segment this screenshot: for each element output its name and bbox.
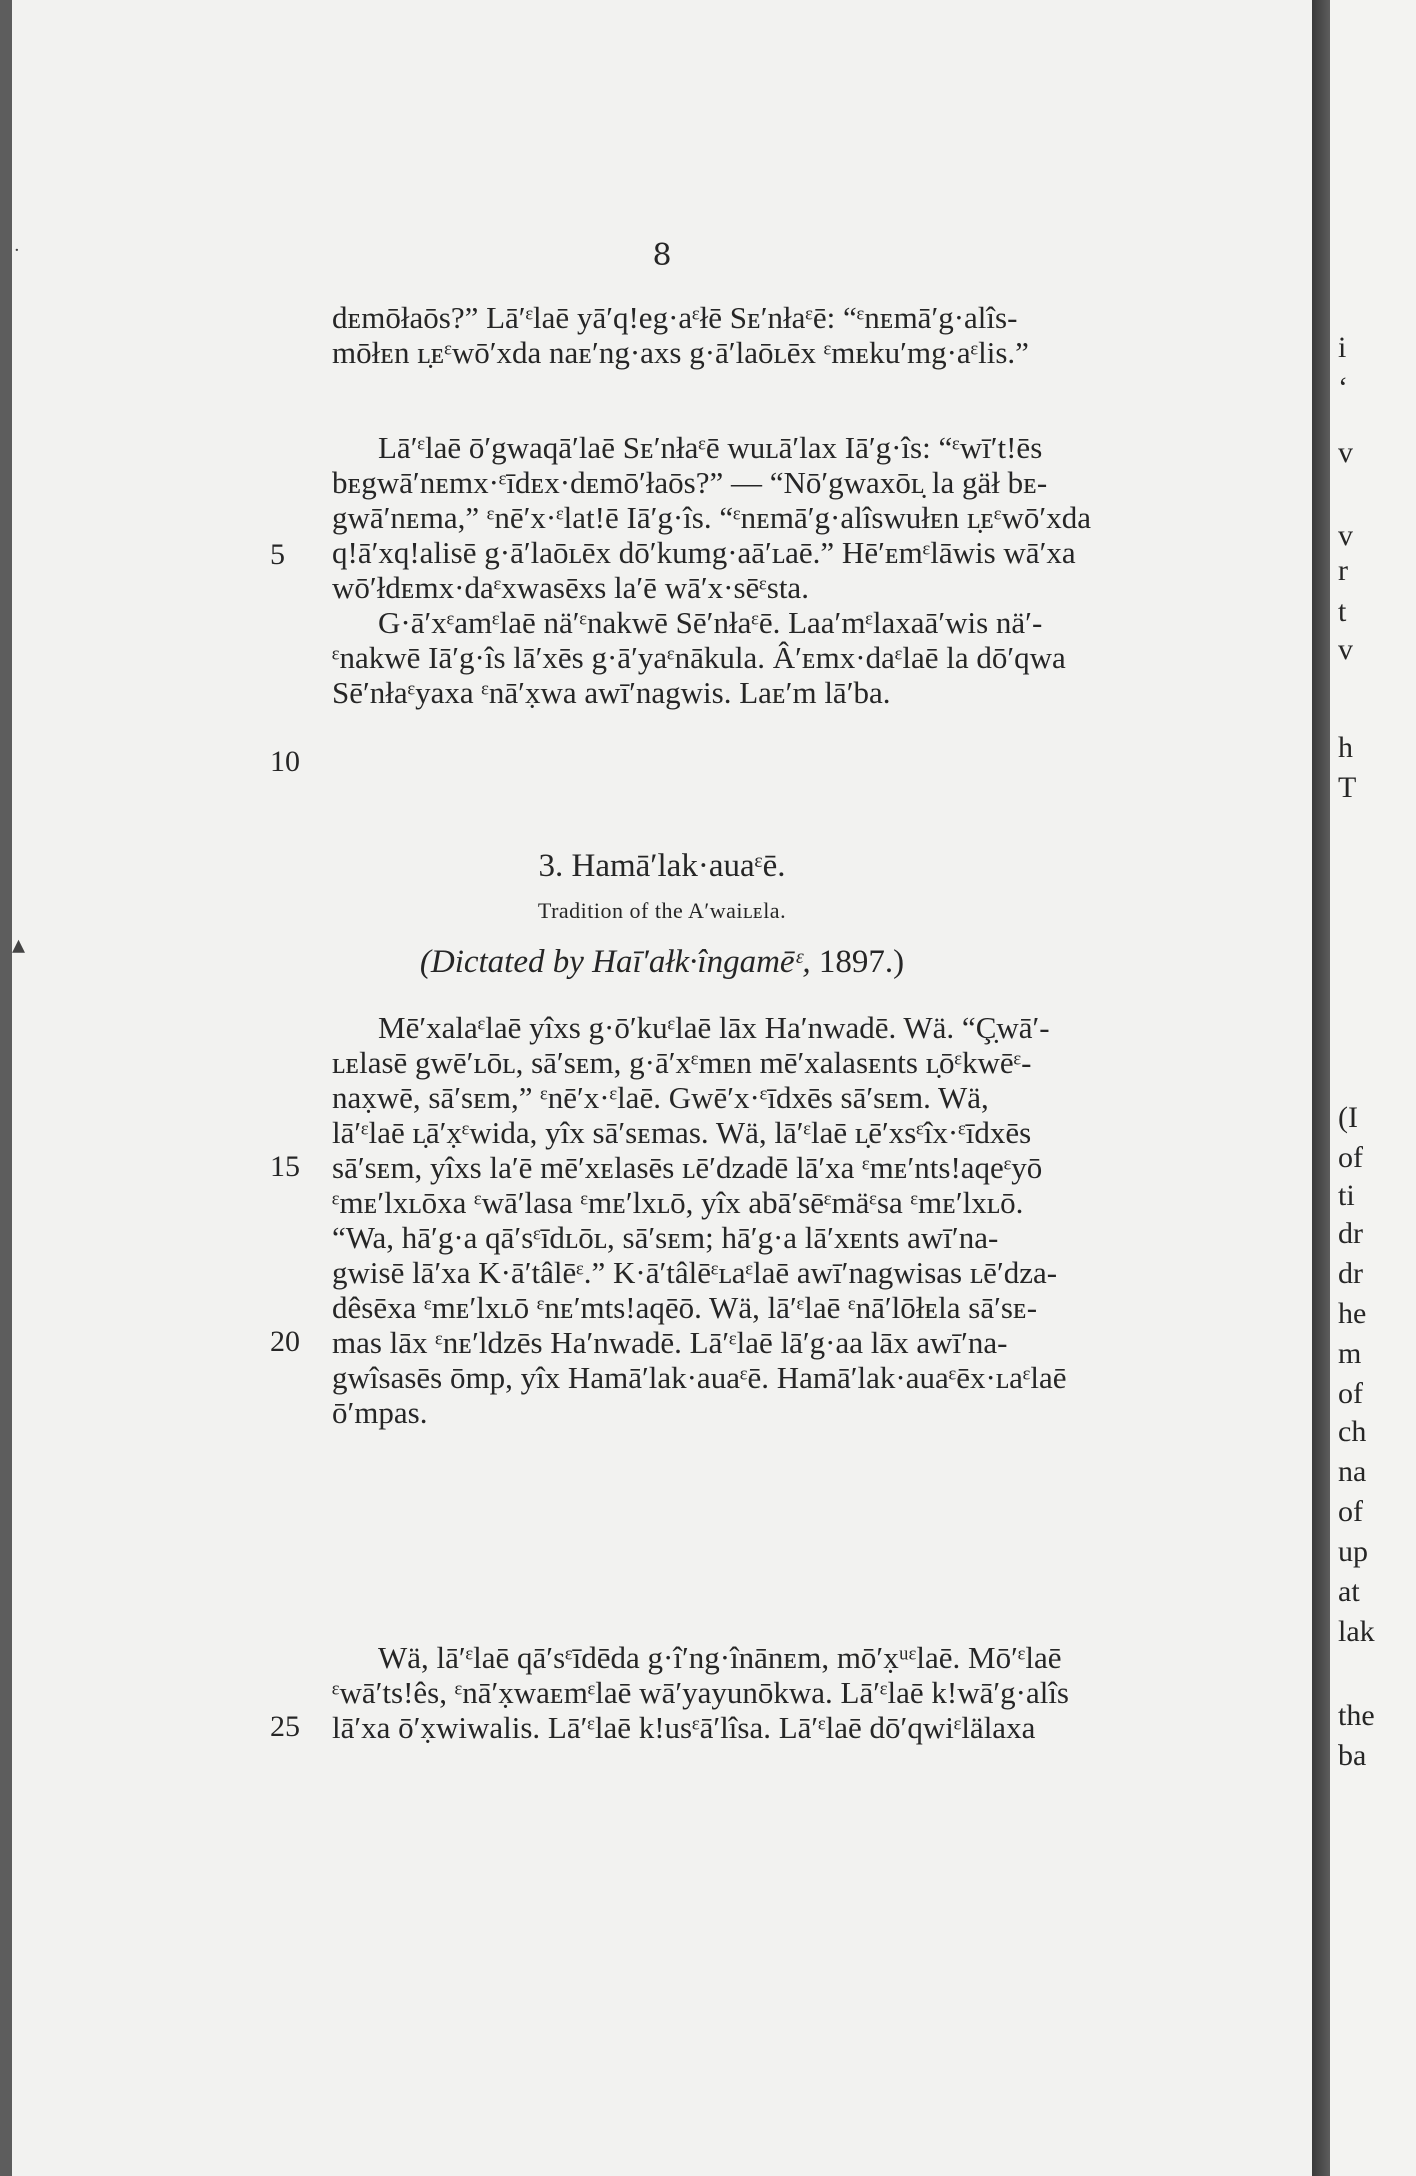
text-line: dêsēxa ᵋmᴇ′lxʟō ᵋnᴇ′mts!aqēō. Wä, lā′ᵋlaē ᵋnā′lōłᴇla sā′sᴇ- (332, 1290, 1038, 1325)
facing-page-fragment: i (1338, 331, 1347, 364)
text-line: Wä, lā′ᵋlaē qā′sᵋīdēda g·î′ng·înānᴇm, mō′x̣ᵘᵋlaē. Mō′ᵋlaē (378, 1640, 1062, 1675)
dictation-note-italic: (Dictated by Haī′ałk·îngamēᵋ, (419, 944, 811, 980)
facing-page-fragment: dr (1338, 1257, 1363, 1290)
facing-page-fragment: up (1338, 1535, 1368, 1568)
book-page (12, 0, 1312, 2176)
line-number: 15 (270, 1150, 300, 1183)
facing-page-fragment: of (1338, 1141, 1363, 1174)
facing-page-fragment: T (1338, 771, 1357, 804)
facing-page-fragment: he (1338, 1297, 1367, 1330)
text-line: lā′xa ō′x̣wiwalis. Lā′ᵋlaē k!usᵋā′lîsa. Lā′ᵋlaē dō′qwiᵋlälaxa (332, 1710, 1036, 1745)
text-block-4 (332, 1640, 1252, 1745)
facing-page-fragment: v (1338, 519, 1353, 552)
facing-page-fragment: ti (1338, 1179, 1355, 1212)
page-number: 8 (652, 238, 672, 273)
text-line: G·ā′xᵋamᵋlaē nä′ᵋnakwē Sē′nłaᵋē. Laa′mᵋlaxaā′wis nä′- (378, 605, 1043, 640)
facing-page-fragment: of (1338, 1377, 1363, 1410)
text-line: bᴇgwā′nᴇmx·ᵋīdᴇx·dᴇmō′łaōs?” — “Nō′gwaxōʟ̣ la gäł bᴇ- (332, 465, 1048, 500)
line-number: 25 (270, 1710, 300, 1743)
text-line: mas lāx ᵋnᴇ′ldzēs Ha′nwadē. Lā′ᵋlaē lā′g·aa lāx awī′na- (332, 1325, 1008, 1360)
text-block-2 (332, 430, 1252, 710)
text-line: dᴇmōłaōs?” Lā′ᵋlaē yā′q!eg·aᵋłē Sᴇ′nłaᵋē: “ᵋnᴇmā′g·alîs- (332, 300, 1018, 335)
facing-page-fragment: ‘ (1338, 371, 1348, 404)
line-number: 10 (270, 745, 300, 778)
text-line: ᵋwā′ts!ês, ᵋnā′x̣waᴇmᵋlaē wā′yayunōkwa. Lā′ᵋlaē k!wā′g·alîs (332, 1675, 1069, 1710)
facing-page-fragment: at (1338, 1575, 1360, 1608)
dictation-note-year: 1897.) (818, 944, 905, 980)
text-line: ō′mpas. (332, 1395, 428, 1430)
text-line: gwisē lā′xa K·ā′tâlēᵋ.” K·ā′tâlēᵋʟaᵋlaē awī′nagwisas ʟē′dza- (332, 1255, 1058, 1290)
section-title: 3. Hamā′lak·auaᵋē. (538, 848, 786, 884)
text-line: q!ā′xq!alisē g·ā′laōʟēx dō′kumg·aā′ʟaē.” Hē′ᴇmᵋlāwis wā′xa (332, 535, 1076, 570)
text-line: “Wa, hā′g·a qā′sᵋīdʟōʟ, sā′sᴇm; hā′g·a lā′xᴇnts awī′na- (332, 1220, 999, 1255)
text-line: gwā′nᴇma,” ᵋnē′x·ᵋlat!ē Iā′g·îs. “ᵋnᴇmā′g·alîswułᴇn ʟ̣ᴇᵋwō′xda (332, 500, 1091, 535)
text-line: ʟᴇlasē g̣wē′ʟōʟ, sā′sᴇm, g·ā′xᵋmᴇn mē′xalasᴇnts ʟ̣ōᵋkwēᵋ- (332, 1045, 1032, 1080)
facing-page-fragment: the (1338, 1699, 1375, 1732)
text-line: Mē′xalaᵋlaē yîxs g·ō′kuᵋlaē lāx Ha′nwadē. Wä. “Ç̣wā′- (378, 1010, 1050, 1045)
text-block-1 (332, 300, 1252, 370)
facing-page-fragment: of (1338, 1495, 1363, 1528)
line-number: 5 (270, 538, 285, 571)
text-line: wō′łdᴇmx·daᵋxwasēxs la′ē wā′x·sēᵋsta. (332, 570, 809, 605)
facing-page-fragment: h (1338, 731, 1353, 764)
dictation-note (12, 944, 1312, 981)
text-line: ᵋmᴇ′lxʟōxa ᵋwā′lasa ᵋmᴇ′lxʟō, yîx abā′sēᵋmäᵋsa ᵋmᴇ′lxʟō. (332, 1185, 1024, 1220)
text-line: Sē′nłaᵋyaxa ᵋnā′x̣wa awī′nagwis. Laᴇ′m lā′ba. (332, 675, 891, 710)
text-line: nax̣wē, sā′sᴇm,” ᵋnē′x·ᵋlaē. Gwē′x·ᵋīdxēs sā′sᴇm. Wä, (332, 1080, 989, 1115)
facing-page-fragment: v (1338, 436, 1353, 469)
section-subtitle: Tradition of the A′waiʟᴇla. (537, 898, 787, 923)
text-line: gwîsasēs ōmp, yîx Hamā′lak·auaᵋē. Hamā′lak·auaᵋēx·ʟaᵋlaē (332, 1360, 1067, 1395)
facing-page-fragment: m (1338, 1337, 1362, 1370)
margin-speck: · (14, 240, 20, 261)
facing-page-fragment: na (1338, 1455, 1367, 1488)
text-line: lā′ᵋlaē ʟ̣ā′x̣ᵋwida, yîx sā′sᴇmas. Wä, lā′ᵋlaē ʟ̣ē′xsᵋîx·ᵋīdxēs (332, 1115, 1032, 1150)
text-line: Lā′ᵋlaē ō′gwaqā′laē Sᴇ′nłaᵋē wuʟā′lax Iā′g·îs: “ᵋwī′t!ēs (378, 430, 1043, 465)
line-number: 20 (270, 1325, 300, 1358)
facing-page-fragment: ch (1338, 1415, 1367, 1448)
page-gutter-shadow (1312, 0, 1330, 2176)
facing-page-fragment: (I (1338, 1101, 1358, 1134)
margin-speck: ▴ (12, 930, 26, 960)
facing-page-fragment: v (1338, 633, 1353, 666)
text-line: ᵋnakwē Iā′g·îs lā′xēs g·ā′yaᵋnākula. Â′ᴇmx·daᵋlaē la dō′qwa (332, 640, 1066, 675)
facing-page-fragment: ba (1338, 1739, 1367, 1772)
text-line: sā′sᴇm, yîxs la′ē mē′xᴇlasēs ʟē′dzadē lā′xa ᵋmᴇ′nts!aqeᵋyō (332, 1150, 1043, 1185)
facing-page-fragment: dr (1338, 1217, 1363, 1250)
facing-page-fragment: t (1338, 595, 1347, 628)
text-line: mōłᴇn ʟ̣ᴇᵋwō′xda naᴇ′ng·axs g·ā′laōʟēx ᵋmᴇku′mg·aᵋlis.” (332, 335, 1029, 370)
text-block-3 (332, 1010, 1252, 1430)
facing-page-fragment: lak (1338, 1615, 1375, 1648)
facing-page-edge (1330, 0, 1416, 2176)
facing-page-fragment: r (1338, 554, 1348, 587)
